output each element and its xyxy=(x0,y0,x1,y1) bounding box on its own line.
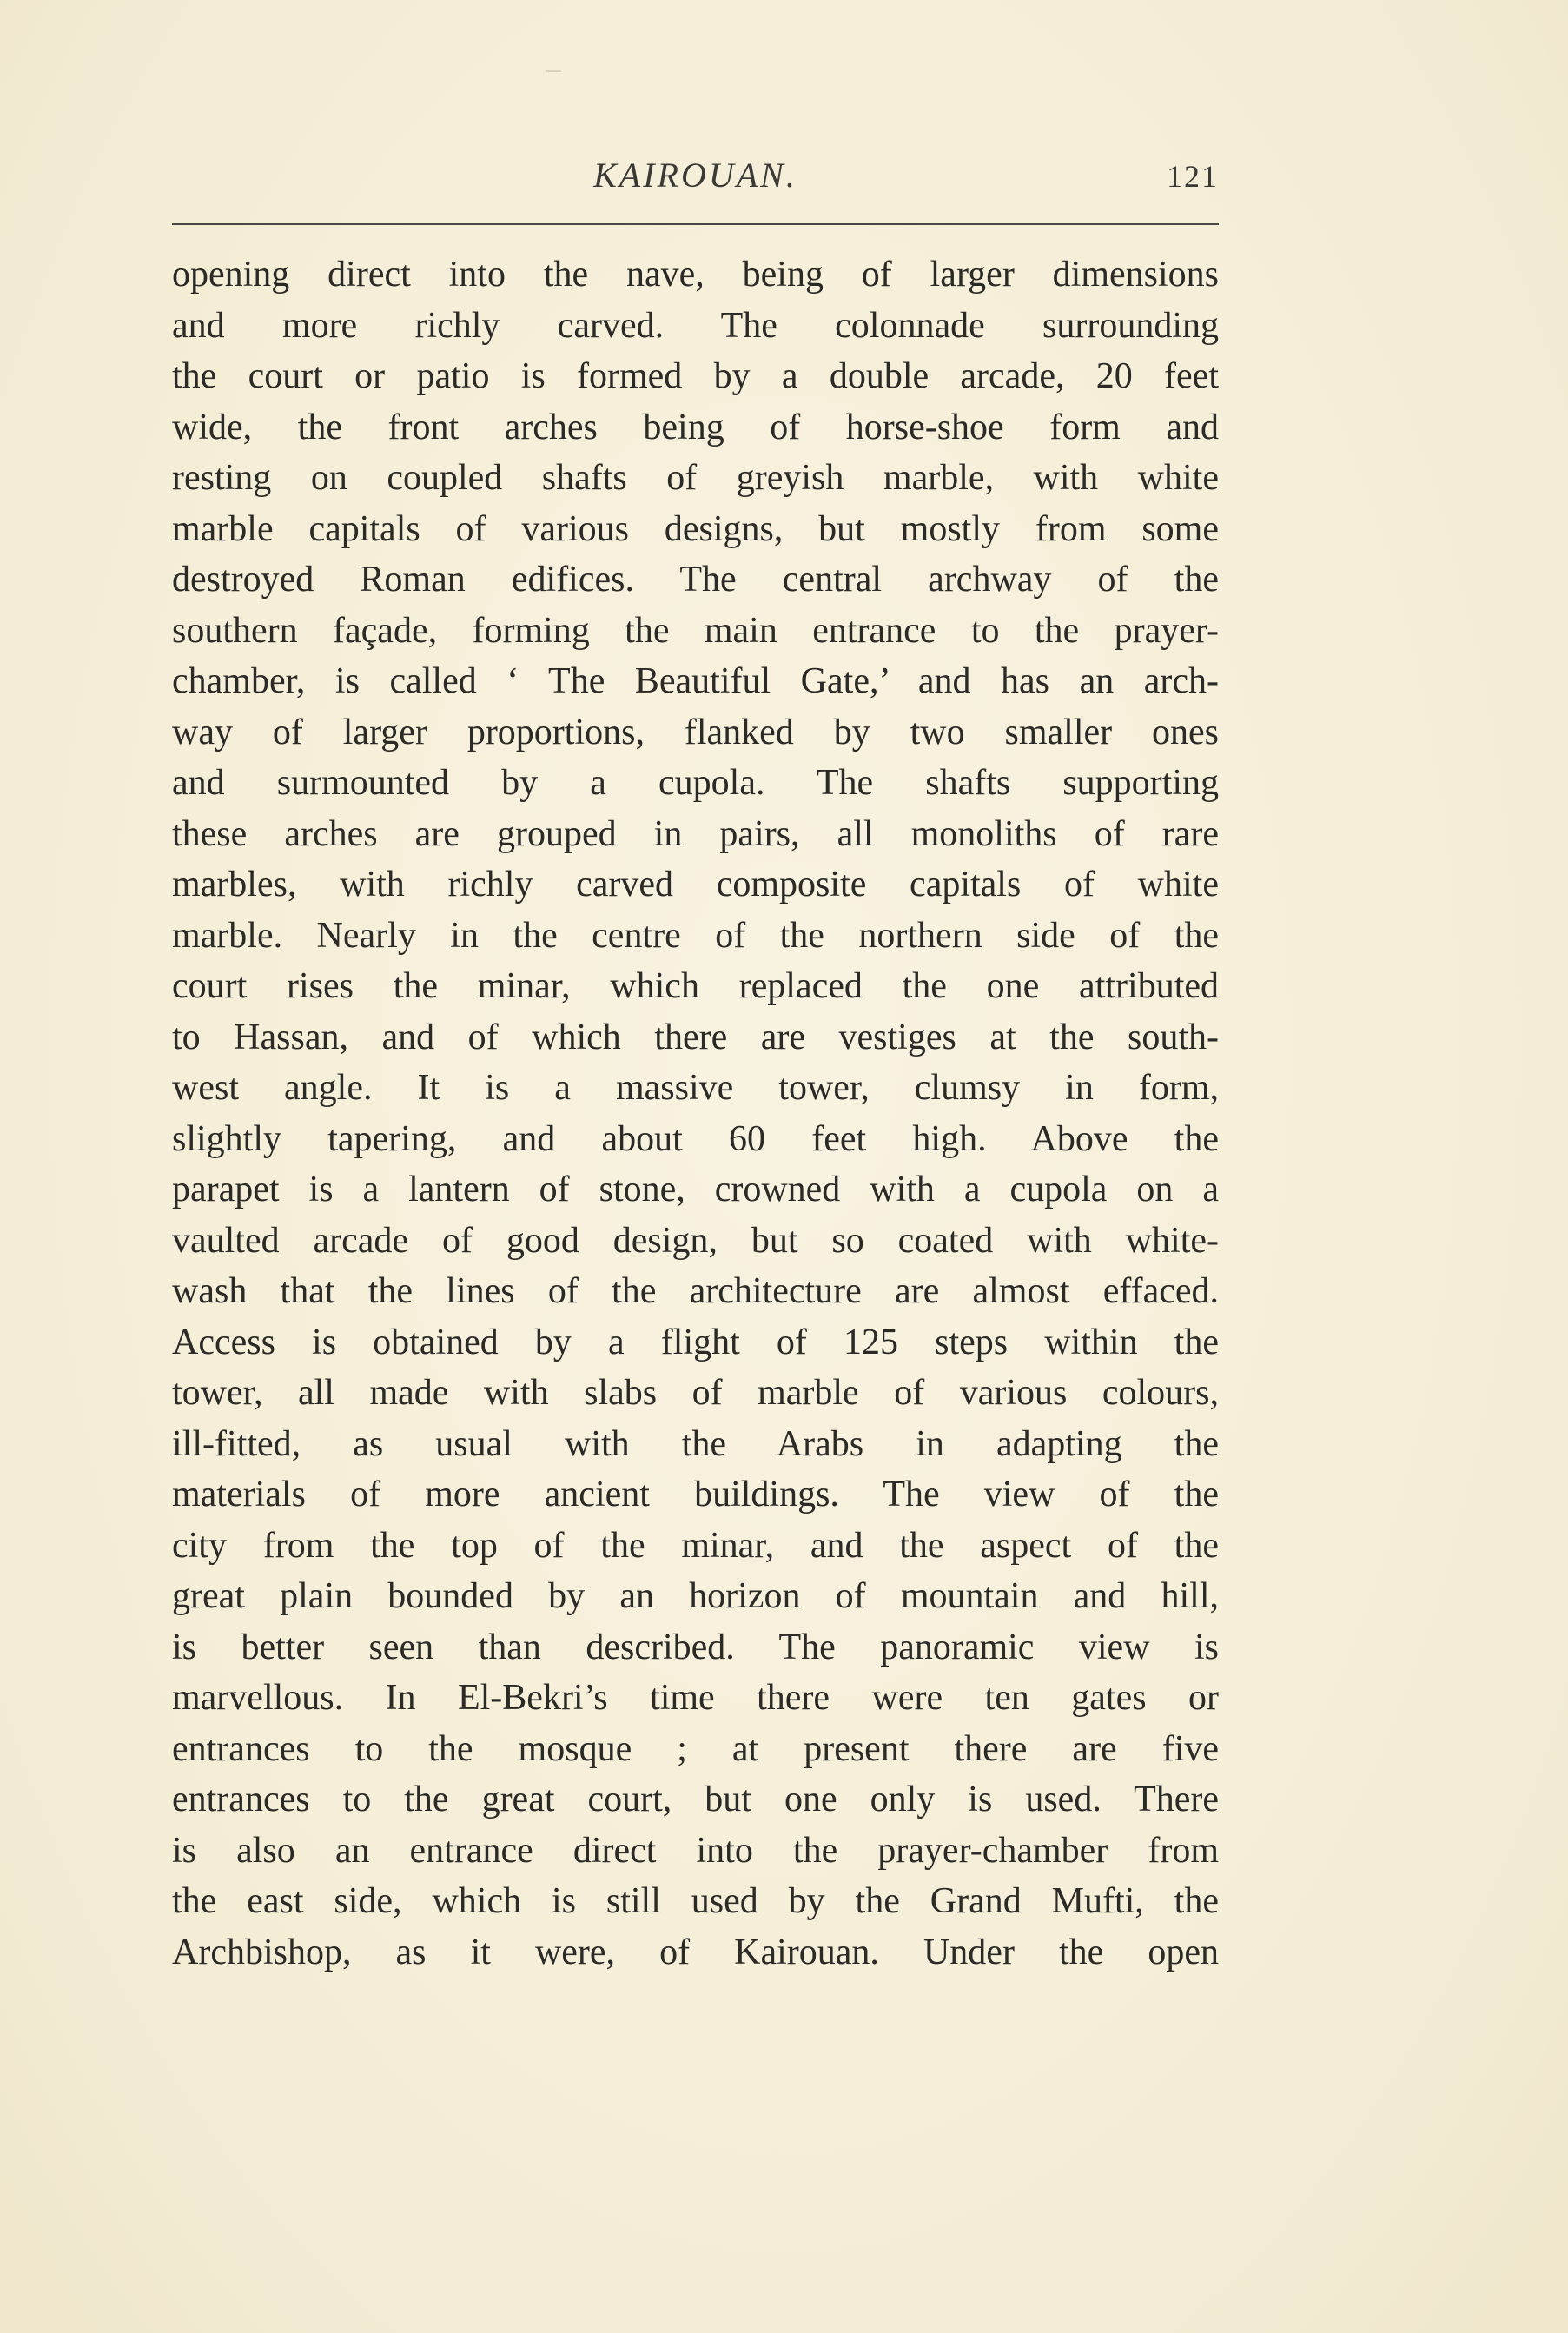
running-title: KAIROUAN. xyxy=(593,156,797,195)
text-line: entrances to the great court, but one only is used. There xyxy=(172,1780,1219,1819)
text-line: opening direct into the nave, being of larger dimensions xyxy=(172,255,1219,295)
text-line: destroyed Roman edifices. The central archway of the xyxy=(172,560,1219,600)
text-line: materials of more ancient buildings. The view of the xyxy=(172,1475,1219,1514)
text-line: marvellous. In El-Bekri’s time there were ten gates or xyxy=(172,1678,1219,1718)
text-line: chamber, is called ‘ The Beautiful Gate,’ and has an arch- xyxy=(172,661,1219,701)
text-line: marble capitals of various designs, but mostly from some xyxy=(172,508,1219,549)
paper-speck xyxy=(546,70,561,72)
text-line: wide, the front arches being of horse-shoe form and xyxy=(172,407,1219,447)
text-line: marbles, with richly carved composite capitals of white xyxy=(172,865,1219,905)
text-line: the court or patio is formed by a double arcade, 20 feet xyxy=(172,356,1219,396)
header-rule xyxy=(172,223,1219,225)
text-line: resting on coupled shafts of greyish marble, with white xyxy=(172,458,1219,498)
text-line: and surmounted by a cupola. The shafts supporting xyxy=(172,763,1219,803)
text-line: wash that the lines of the architecture are almost effaced. xyxy=(172,1271,1219,1311)
text-line: parapet is a lantern of stone, crowned with a cupola on a xyxy=(172,1170,1219,1210)
body-text xyxy=(172,249,1219,1978)
text-line: way of larger proportions, flanked by two smaller ones xyxy=(172,712,1219,752)
text-line: west angle. It is a massive tower, clumsy in form, xyxy=(172,1068,1219,1108)
text-line: the east side, which is still used by the Grand Mufti, the xyxy=(172,1881,1219,1921)
text-line: great plain bounded by an horizon of mountain and hill, xyxy=(172,1576,1219,1616)
text-line: and more richly carved. The colonnade surrounding xyxy=(172,305,1219,346)
text-line: is also an entrance direct into the prayer-chamber from xyxy=(172,1830,1219,1871)
text-line: vaulted arcade of good design, but so coated with white- xyxy=(172,1220,1219,1261)
text-line: Access is obtained by a flight of 125 steps within the xyxy=(172,1322,1219,1362)
page-header xyxy=(172,155,1219,224)
text-line: southern façade, forming the main entrance to the prayer- xyxy=(172,610,1219,651)
text-line: is better seen than described. The panoramic view is xyxy=(172,1627,1219,1667)
text-line: marble. Nearly in the centre of the northern side of the xyxy=(172,915,1219,956)
text-line: tower, all made with slabs of marble of various colours, xyxy=(172,1373,1219,1413)
page-number: 121 xyxy=(1167,159,1219,194)
text-line: Archbishop, as it were, of Kairouan. Under the open xyxy=(172,1932,1219,1972)
text-line: to Hassan, and of which there are vestiges at the south- xyxy=(172,1017,1219,1057)
text-line: slightly tapering, and about 60 feet high. Above the xyxy=(172,1118,1219,1159)
text-line: these arches are grouped in pairs, all monoliths of rare xyxy=(172,813,1219,854)
text-line: court rises the minar, which replaced the one attributed xyxy=(172,966,1219,1006)
text-line: entrances to the mosque ; at present there are five xyxy=(172,1728,1219,1769)
text-line: city from the top of the minar, and the aspect of the xyxy=(172,1525,1219,1566)
text-line: ill-fitted, as usual with the Arabs in adapting the xyxy=(172,1423,1219,1464)
